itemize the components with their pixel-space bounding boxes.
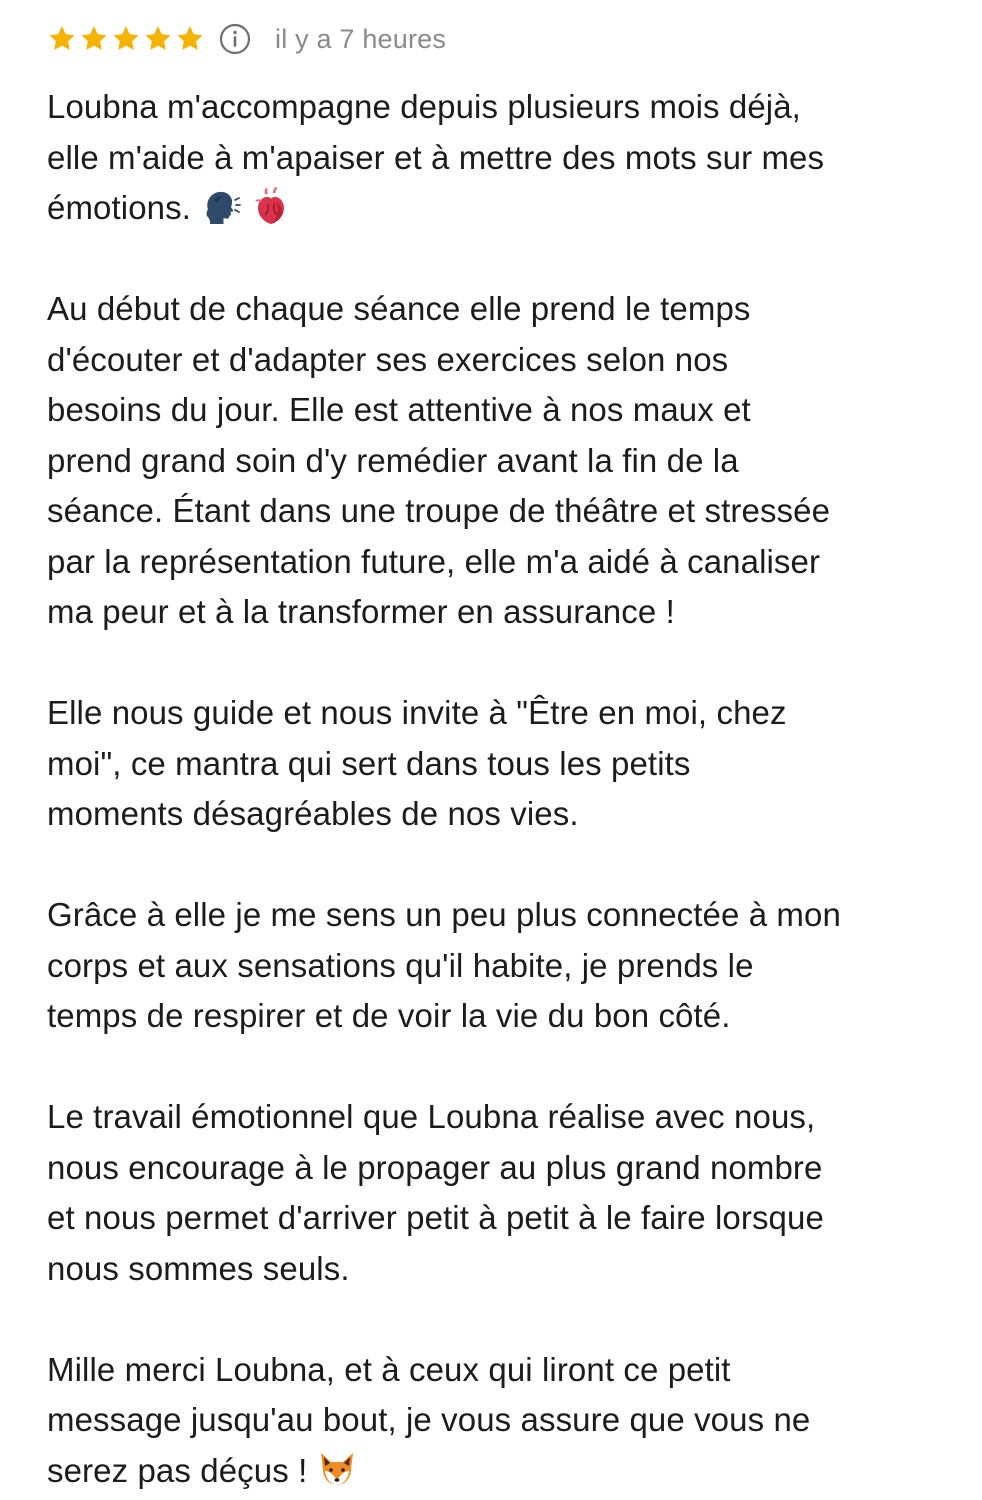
review-paragraph <box>47 1345 947 1497</box>
review-line: et nous permet d'arriver petit à petit à le faire lorsque <box>47 1199 824 1236</box>
review-meta-row <box>47 18 947 60</box>
review-line-text: serez pas déçus ! <box>47 1451 308 1489</box>
review-line: message jusqu'au bout, je vous assure que vous ne <box>47 1401 811 1438</box>
review-card <box>47 18 947 1496</box>
review-line: Elle nous guide et nous invite à "Être en moi, chez <box>47 694 787 731</box>
info-icon[interactable] <box>219 23 251 55</box>
review-line: Le travail émotionnel que Loubna réalise avec nous, <box>47 1098 816 1135</box>
star-icon <box>143 24 173 54</box>
star-icon <box>111 24 141 54</box>
review-line-text: émotions. <box>47 189 191 226</box>
review-line <box>47 133 947 184</box>
review-paragraph <box>47 688 947 840</box>
review-line: Grâce à elle je me sens un peu plus connectée à mon <box>47 896 841 933</box>
review-line <box>47 1446 947 1497</box>
review-line: besoins du jour. Elle est attentive à nos maux et <box>47 391 751 428</box>
review-paragraph <box>47 82 947 234</box>
review-text <box>47 82 947 1496</box>
star-rating <box>47 24 205 54</box>
review-line <box>47 82 947 133</box>
review-line: séance. Étant dans une troupe de théâtre et stressée <box>47 492 831 529</box>
review-line-text: elle m'aide à m'apaiser et à mettre des mots sur mes <box>47 138 825 176</box>
speaking-head-emoji <box>201 186 241 226</box>
review-line: temps de respirer et de voir la vie du bon côté. <box>47 997 731 1034</box>
star-icon <box>79 24 109 54</box>
review-line: corps et aux sensations qu'il habite, je prends le <box>47 946 754 984</box>
anatomical-heart-emoji <box>251 186 291 226</box>
review-line: ma peur et à la transformer en assurance ! <box>47 593 675 630</box>
review-paragraph <box>47 890 947 1042</box>
review-line: nous sommes seuls. <box>47 1249 350 1287</box>
review-line: Au début de chaque séance elle prend le temps <box>47 290 751 327</box>
review-paragraph <box>47 284 947 638</box>
review-line: moments désagréables de nos vies. <box>47 795 579 832</box>
review-line-text: Loubna m'accompagne depuis plusieurs mois déjà, <box>47 88 801 125</box>
review-line: par la représentation future, elle m'a aidé à canaliser <box>47 542 821 580</box>
review-paragraph <box>47 1092 947 1294</box>
review-line: nous encourage à le propager au plus grand nombre <box>47 1148 823 1186</box>
star-icon <box>175 24 205 54</box>
review-timestamp: il y a 7 heures <box>275 23 447 54</box>
star-icon <box>47 24 77 54</box>
review-line: Mille merci Loubna, et à ceux qui liront ce petit <box>47 1350 731 1388</box>
review-line: d'écouter et d'adapter ses exercices selon nos <box>47 340 729 378</box>
review-line: moi", ce mantra qui sert dans tous les petits <box>47 744 691 782</box>
fox-face-emoji <box>317 1449 357 1489</box>
review-line: prend grand soin d'y remédier avant la fin de la <box>47 441 739 479</box>
review-line <box>47 183 947 234</box>
